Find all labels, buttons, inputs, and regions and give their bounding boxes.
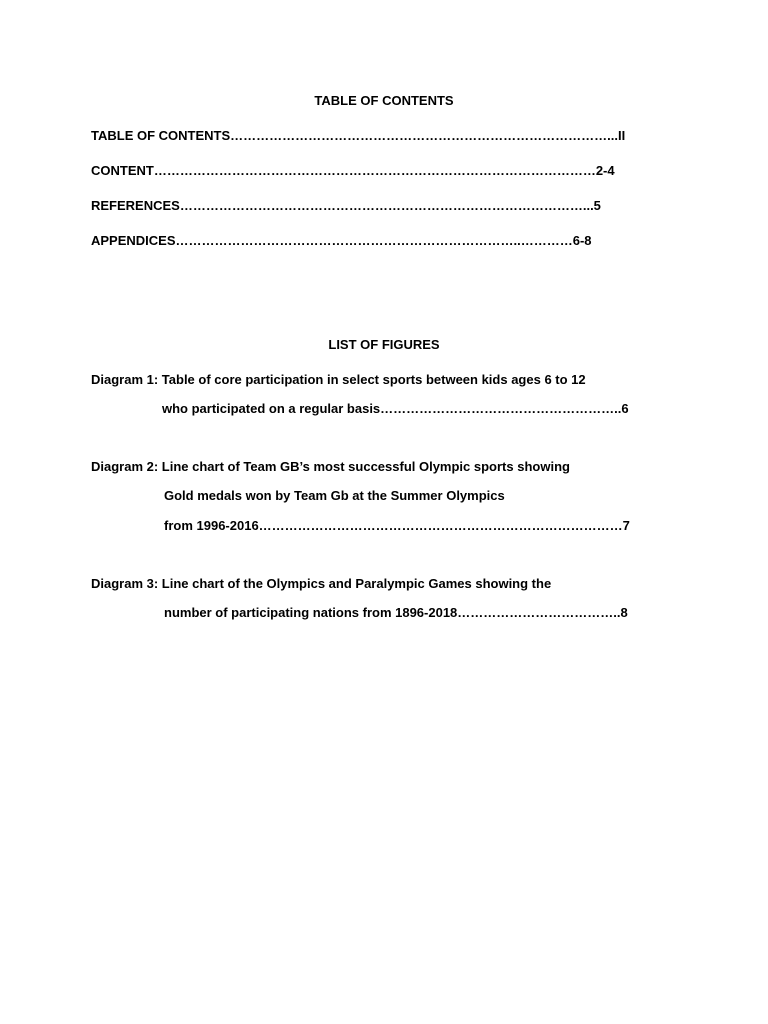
toc-entry-table-of-contents: TABLE OF CONTENTS……………………………………………………………………………...II xyxy=(91,128,626,143)
figure-3-line-2: number of participating nations from 1896-2018………………………………..8 xyxy=(164,605,628,620)
figure-2-line-2: Gold medals won by Team Gb at the Summer Olympics xyxy=(164,488,505,503)
figure-2-line-1: Diagram 2: Line chart of Team GB’s most successful Olympic sports showing xyxy=(91,459,570,474)
figure-1-line-1: Diagram 1: Table of core participation in select sports between kids ages 6 to 12 xyxy=(91,372,586,387)
toc-entry-content: CONTENT…………………………………………………………………………………………2-4 xyxy=(91,163,615,178)
toc-heading: TABLE OF CONTENTS xyxy=(314,93,454,108)
figure-1-line-2: who participated on a regular basis………………………………………………..6 xyxy=(162,401,629,416)
figure-3-line-1: Diagram 3: Line chart of the Olympics and Paralympic Games showing the xyxy=(91,576,552,591)
list-of-figures-heading: LIST OF FIGURES xyxy=(328,337,440,352)
toc-entry-appendices: APPENDICES……………………………………………………………………..…………6-8 xyxy=(91,233,592,248)
toc-entry-references: REFERENCES…………………………………………………………………………………...5 xyxy=(91,198,601,213)
figure-2-line-3: from 1996-2016…………………………………………………………………………7 xyxy=(164,518,630,533)
